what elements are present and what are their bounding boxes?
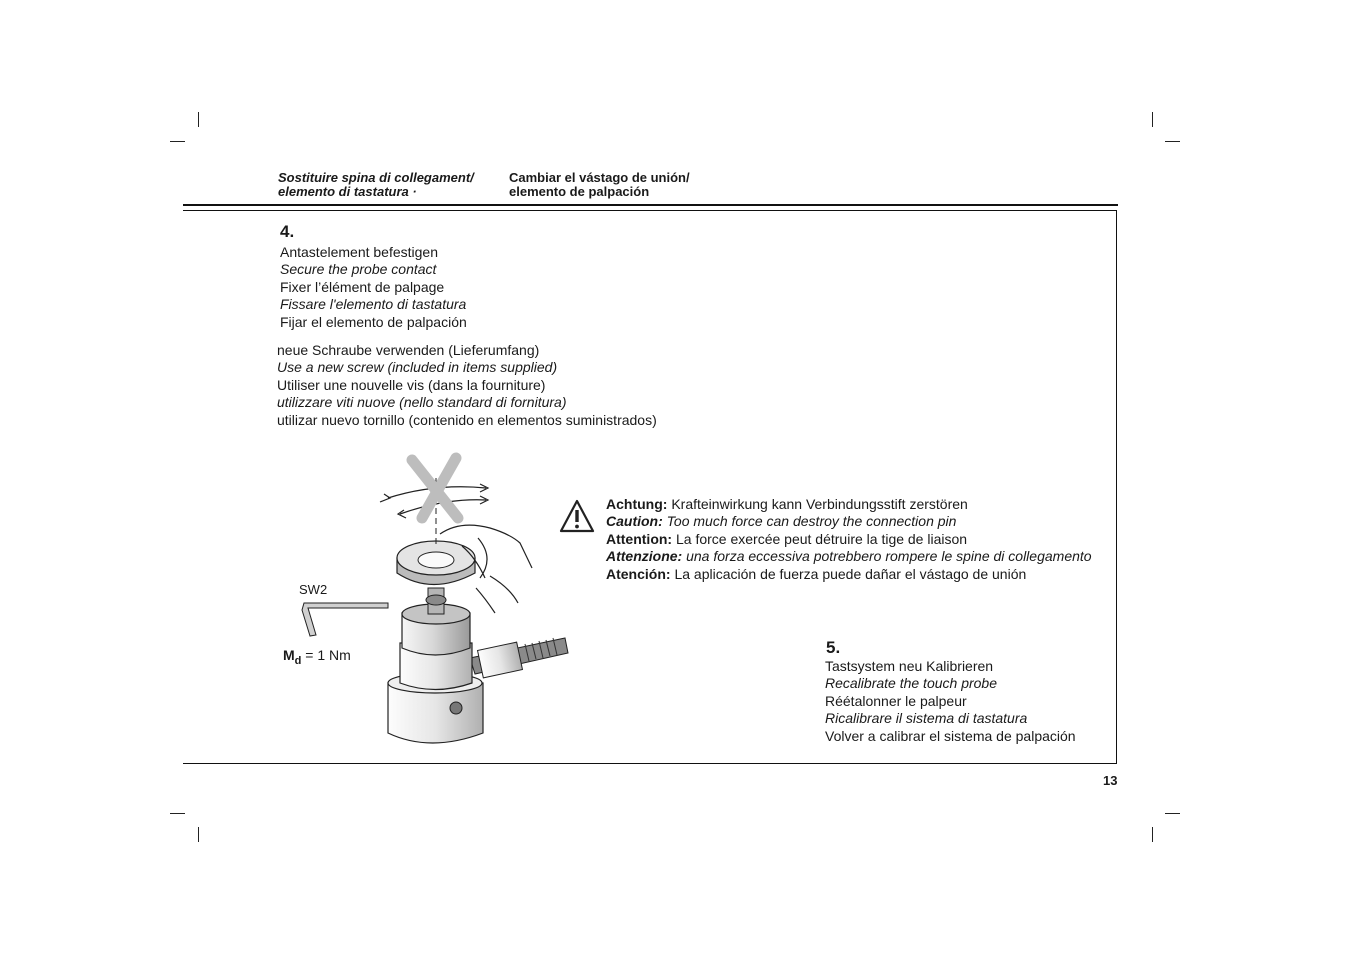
header-italian-line1: Sostituire spina di collegament/	[278, 170, 474, 185]
warning-text	[606, 496, 1092, 583]
warning-line-es	[606, 566, 1092, 583]
header-spanish	[509, 171, 690, 199]
page-number: 13	[1103, 773, 1118, 788]
warning-label-en: Caution:	[606, 513, 663, 530]
step-5-line-de: Tastsystem neu Kalibrieren	[825, 658, 994, 674]
warning-line-it	[606, 548, 1092, 565]
warning-label-de: Achtung:	[606, 496, 668, 512]
probe-body-icon	[388, 588, 483, 743]
warning-text-it: una forza eccessiva potrebbero rompere le spine di collegamento	[682, 548, 1092, 565]
torque-value: = 1 Nm	[301, 647, 351, 663]
step-4-line-es: Fijar el elemento de palpación	[280, 313, 467, 330]
warning-label-fr: Attention:	[606, 530, 673, 547]
crop-mark	[1165, 813, 1180, 814]
hex-key-icon	[302, 603, 388, 636]
screw-line-en: Use a new screw (included in items supplied)	[277, 359, 558, 376]
step-4-line-en: Secure the probe contact	[280, 261, 437, 278]
warning-label-es: Atención:	[606, 565, 671, 582]
step-5-number: 5.	[826, 638, 841, 657]
step-4-line-fr: Fixer l’élément de palpage	[280, 278, 445, 295]
warning-line-de	[606, 496, 1092, 513]
screw-line-es: utilizar nuevo tornillo (contenido en elementos suministrados)	[277, 411, 657, 428]
step-5-line-it: Ricalibrare il sistema di tastatura	[825, 710, 1028, 727]
warning-line-en	[606, 513, 1092, 530]
warning-text-de: Krafteinwirkung kann Verbindungsstift zerstören	[667, 496, 968, 512]
header-spanish-line2: elemento de palpación	[509, 184, 650, 199]
step-4-line-de: Antastelement befestigen	[280, 244, 438, 260]
torque-symbol: M	[283, 647, 295, 663]
torque-spec	[283, 647, 351, 667]
header-italian	[278, 171, 474, 199]
cable-icon	[470, 638, 568, 678]
step-5-line-en: Recalibrate the touch probe	[825, 675, 997, 692]
crop-mark	[198, 112, 199, 127]
probe-illustration	[280, 448, 580, 753]
crop-mark	[198, 827, 199, 842]
torque-subscript: d	[294, 654, 302, 667]
header-rule	[183, 204, 1118, 206]
header-spanish-line1: Cambiar el vástago de unión/	[509, 170, 690, 185]
step-5-line-es: Volver a calibrar el sistema de palpación	[825, 727, 1076, 744]
crop-mark	[1165, 141, 1180, 142]
step-5-line-fr: Réétalonner le palpeur	[825, 692, 967, 709]
warning-line-fr	[606, 531, 1092, 548]
crop-mark	[1152, 827, 1153, 842]
warning-label-it: Attenzione:	[606, 548, 683, 565]
warning-text-en: Too much force can destroy the connection pin	[662, 513, 957, 530]
screw-instructions	[277, 342, 657, 429]
crop-mark	[170, 813, 185, 814]
crop-mark	[170, 141, 185, 142]
not-allowed-x-icon	[412, 458, 458, 518]
screw-line-it: utilizzare viti nuove (nello standard di fornitura)	[277, 394, 567, 411]
step-4-number: 4.	[280, 222, 295, 241]
screw-line-fr: Utiliser une nouvelle vis (dans la fourniture)	[277, 376, 546, 393]
warning-text-fr: La force exercée peut détruire la tige de liaison	[672, 530, 968, 547]
step-4-line-it: Fissare l'elemento di tastatura	[280, 296, 467, 313]
step-4-instructions	[280, 244, 467, 331]
warning-text-es: La aplicación de fuerza puede dañar el vástago de unión	[670, 565, 1027, 582]
crop-mark	[1152, 112, 1153, 127]
warning-icon	[559, 499, 595, 533]
screw-line-de: neue Schraube verwenden (Lieferumfang)	[277, 342, 540, 358]
step-5-instructions	[825, 658, 1076, 745]
tool-label: SW2	[299, 582, 328, 597]
header-italian-line2: elemento di tastatura ·	[278, 184, 417, 199]
